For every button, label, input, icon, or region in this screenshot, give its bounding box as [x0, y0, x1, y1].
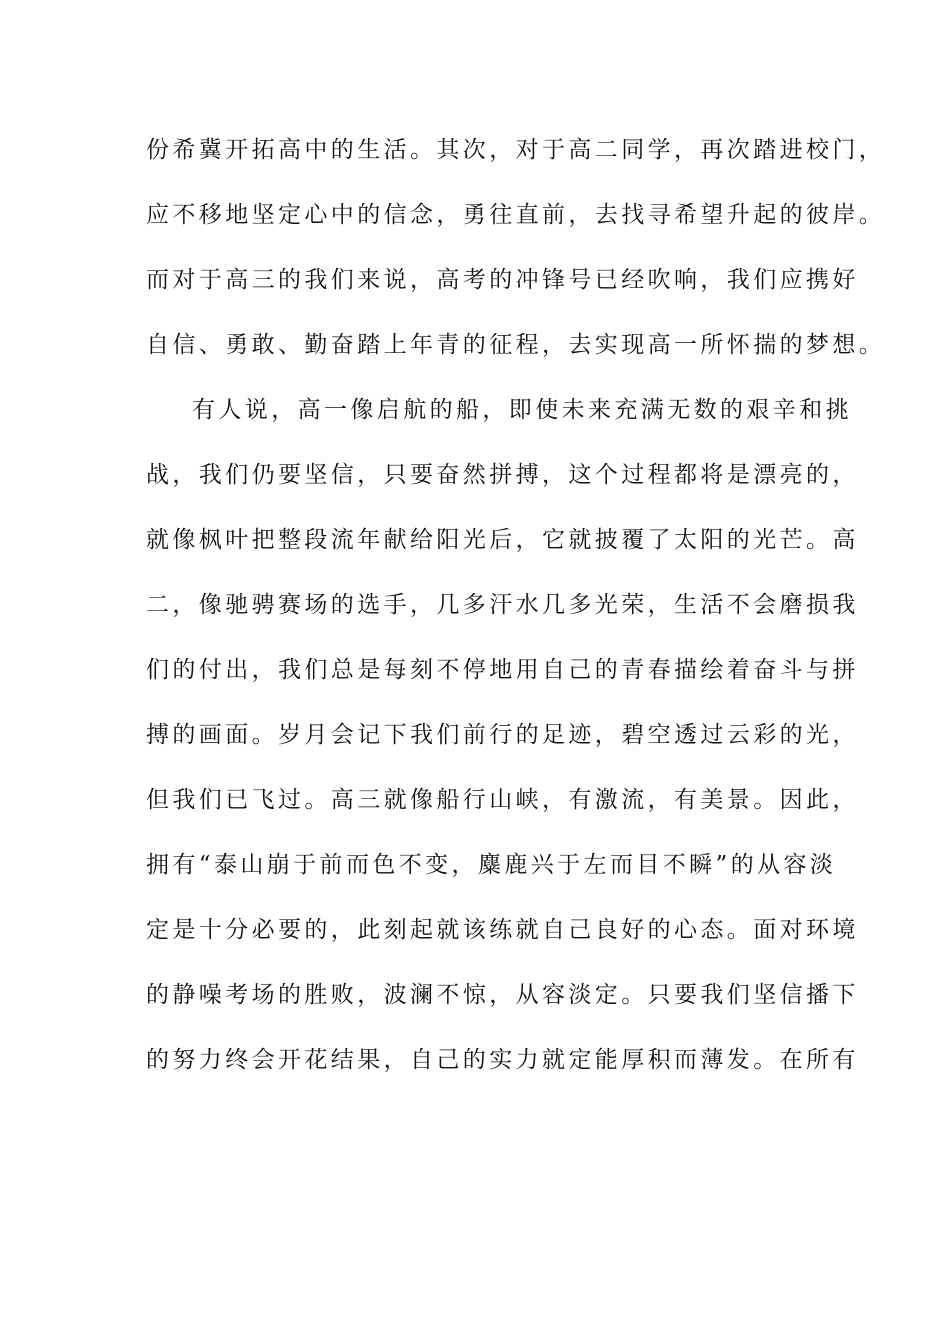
paragraph-start-line: 有人说，高一像启航的船，即使未来充满无数的艰辛和挑: [192, 397, 852, 423]
text-line: 定是十分必要的，此刻起就该练就自己良好的心态。面对环境: [146, 917, 859, 943]
text-line: 二，像驰骋赛场的选手，几多汗水几多光荣，生活不会磨损我: [146, 592, 859, 618]
text-line: 们的付出，我们总是每刻不停地用自己的青春描绘着奋斗与拼: [146, 657, 859, 683]
text-line: 份希冀开拓高中的生活。其次，对于高二同学，再次踏进校门，: [146, 137, 886, 163]
text-line: 但我们已飞过。高三就像船行山峡，有激流，有美景。因此，: [146, 787, 859, 813]
text-line: 自信、勇敢、勤奋踏上年青的征程，去实现高一所怀揣的梦想。: [146, 332, 886, 358]
body-text: [146, 128, 886, 1103]
text-line: 就像枫叶把整段流年献给阳光后，它就披覆了太阳的光芒。高: [146, 527, 859, 553]
text-line: 战，我们仍要坚信，只要奋然拼搏，这个过程都将是漂亮的，: [146, 462, 859, 488]
text-line: 搏的画面。岁月会记下我们前行的足迹，碧空透过云彩的光，: [146, 722, 859, 748]
text-line: 而对于高三的我们来说，高考的冲锋号已经吹响，我们应携好: [146, 267, 859, 293]
text-line: 应不移地坚定心中的信念，勇往直前，去找寻希望升起的彼岸。: [146, 202, 886, 228]
text-line: 的静噪考场的胜败，波澜不惊，从容淡定。只要我们坚信播下: [146, 982, 859, 1008]
text-line: 的努力终会开花结果，自己的实力就定能厚积而薄发。在所有: [146, 1047, 859, 1073]
text-line: 拥有“泰山崩于前而色不变，麋鹿兴于左而目不瞬”的从容淡: [146, 852, 837, 878]
